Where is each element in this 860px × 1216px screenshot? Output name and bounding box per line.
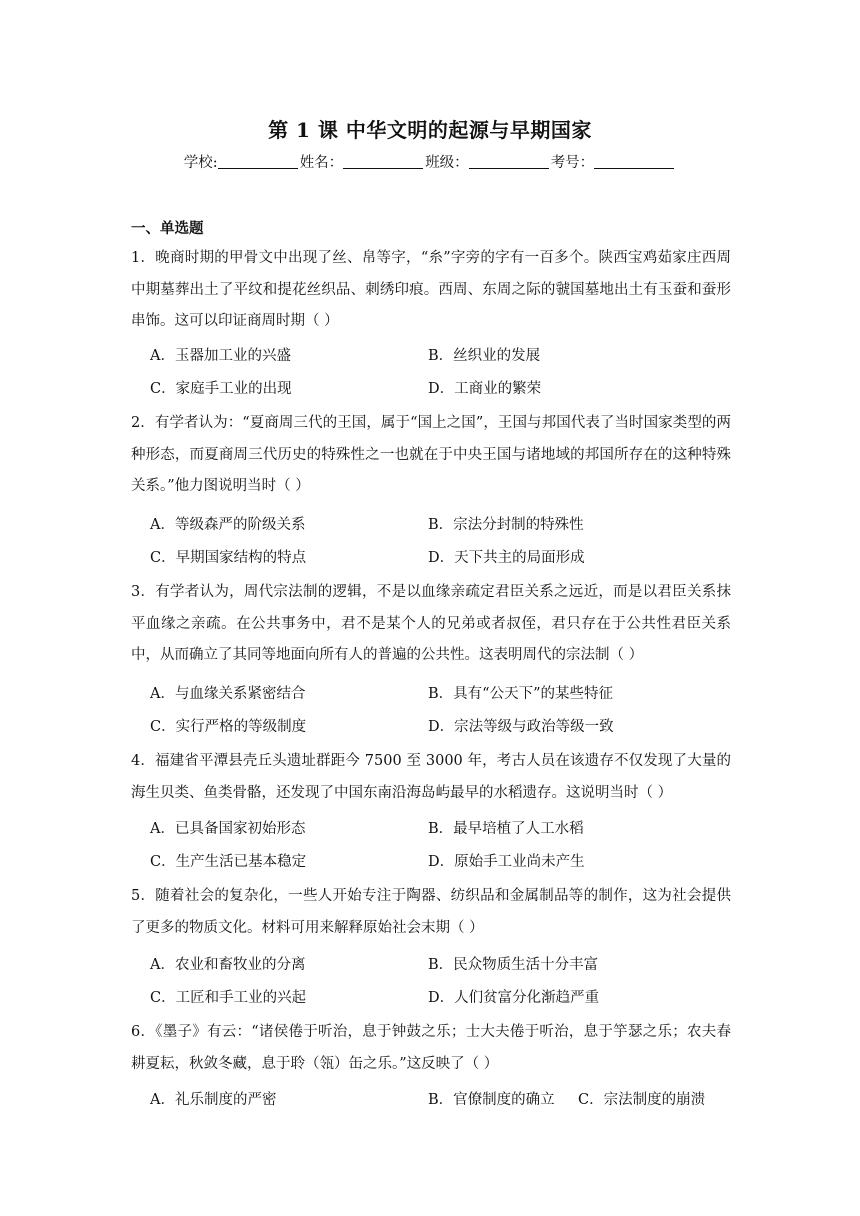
option-b[interactable]: B．宗法分封制的特殊性	[428, 517, 584, 533]
student-info-line	[0, 151, 860, 172]
name-blank[interactable]	[343, 154, 423, 169]
option-c[interactable]: C．生产生活已基本稳定	[150, 854, 307, 870]
option-d[interactable]: D．工商业的繁荣	[428, 381, 542, 397]
option-a[interactable]: A．玉器加工业的兴盛	[150, 348, 291, 364]
question-1-options	[150, 340, 750, 406]
option-a[interactable]: A．已具备国家初始形态	[150, 821, 306, 837]
question-1	[131, 243, 731, 338]
option-d[interactable]: D．宗法等级与政治等级一致	[428, 719, 614, 735]
option-c[interactable]: C．宗法制度的崩溃	[578, 1092, 706, 1108]
class-blank[interactable]	[469, 154, 549, 169]
option-c[interactable]: C．早期国家结构的特点	[150, 550, 307, 566]
exam-no-blank[interactable]	[594, 154, 674, 169]
question-2-options	[150, 509, 750, 575]
option-a[interactable]: A．与血缘关系紧密结合	[150, 686, 306, 702]
option-d[interactable]: D．天下共主的局面形成	[428, 550, 585, 566]
option-b[interactable]: B．最早培植了人工水稻	[428, 821, 584, 837]
name-label: 姓名：	[299, 155, 344, 171]
option-c[interactable]: C．实行严格的等级制度	[150, 719, 307, 735]
question-6-options	[150, 1084, 750, 1117]
question-5-options	[150, 949, 750, 1015]
question-stem: 2．有学者认为：“夏商周三代的王国，属于“国上之国”，王国与邦国代表了当时国家类型的两种形态，而夏商周三代历史的特殊性之一也就在于中央王国与诸地域的邦国所存在的这种特殊关系。”他力图说明当时（ ）	[131, 415, 731, 494]
question-stem: 4．福建省平潭县壳丘头遗址群距今 7500 至 3000 年，考古人员在该遗存不仅发现了大量的海生贝类、鱼类骨骼，还发现了中国东南沿海岛屿最早的水稻遗存。这说明当时（ ）	[131, 753, 731, 801]
option-b[interactable]: B．丝织业的发展	[428, 348, 541, 364]
option-b[interactable]: B．民众物质生活十分丰富	[428, 957, 599, 973]
option-a[interactable]: A．农业和畜牧业的分离	[150, 957, 306, 973]
question-stem: 3．有学者认为，周代宗法制的逻辑，不是以血缘亲疏定君臣关系之远近，而是以君臣关系抹平血缘之亲疏。在公共事务中，君不是某个人的兄弟或者叔侄，君只存在于公共性君臣关系中，从而确立了其同等地面向所有人的普遍的公共性。这表明周代的宗法制（ ）	[131, 584, 731, 663]
question-stem: 1．晚商时期的甲骨文中出现了丝、帛等字，“糸”字旁的字有一百多个。陕西宝鸡茹家庄西周中期墓葬出土了平纹和提花丝织品、刺绣印痕。西周、东周之际的虢国墓地出土有玉蚕和蚕形串饰。这可以印证商周时期（ ）	[131, 250, 731, 329]
question-4-options	[150, 813, 750, 879]
option-b[interactable]: B．官僚制度的确立	[428, 1092, 555, 1108]
option-a[interactable]: A．等级森严的阶级关系	[150, 517, 306, 533]
question-stem: 6．《墨子》有云：“诸侯倦于听治，息于钟鼓之乐；士大夫倦于听治，息于竽瑟之乐；农夫春耕夏耘，秋敛冬藏，息于聆（瓴）缶之乐。”这反映了（ ）	[131, 1024, 731, 1072]
option-a[interactable]: A．礼乐制度的严密	[150, 1092, 277, 1108]
question-2	[131, 408, 731, 503]
exam-no-label: 考号：	[550, 155, 595, 171]
page-title: 第 1 课 中华文明的起源与早期国家	[268, 118, 592, 142]
question-4	[131, 746, 731, 809]
school-blank[interactable]	[218, 154, 298, 169]
option-c[interactable]: C．工匠和手工业的兴起	[150, 990, 307, 1006]
option-b[interactable]: B．具有“公天下”的某些特征	[428, 686, 613, 702]
question-3	[131, 577, 731, 672]
question-3-options	[150, 678, 750, 744]
class-label: 班级：	[425, 155, 469, 171]
section-title: 一、单选题	[131, 220, 204, 237]
option-d[interactable]: D．原始手工业尚未产生	[428, 854, 585, 870]
school-label: 学校:	[183, 155, 218, 171]
question-5	[131, 881, 731, 944]
option-c[interactable]: C．家庭手工业的出现	[150, 381, 292, 397]
option-d[interactable]: D．人们贫富分化渐趋严重	[428, 990, 600, 1006]
question-6	[131, 1017, 731, 1080]
question-stem: 5．随着社会的复杂化，一些人开始专注于陶器、纺织品和金属制品等的制作，这为社会提供了更多的物质文化。材料可用来解释原始社会末期（ ）	[131, 888, 731, 936]
